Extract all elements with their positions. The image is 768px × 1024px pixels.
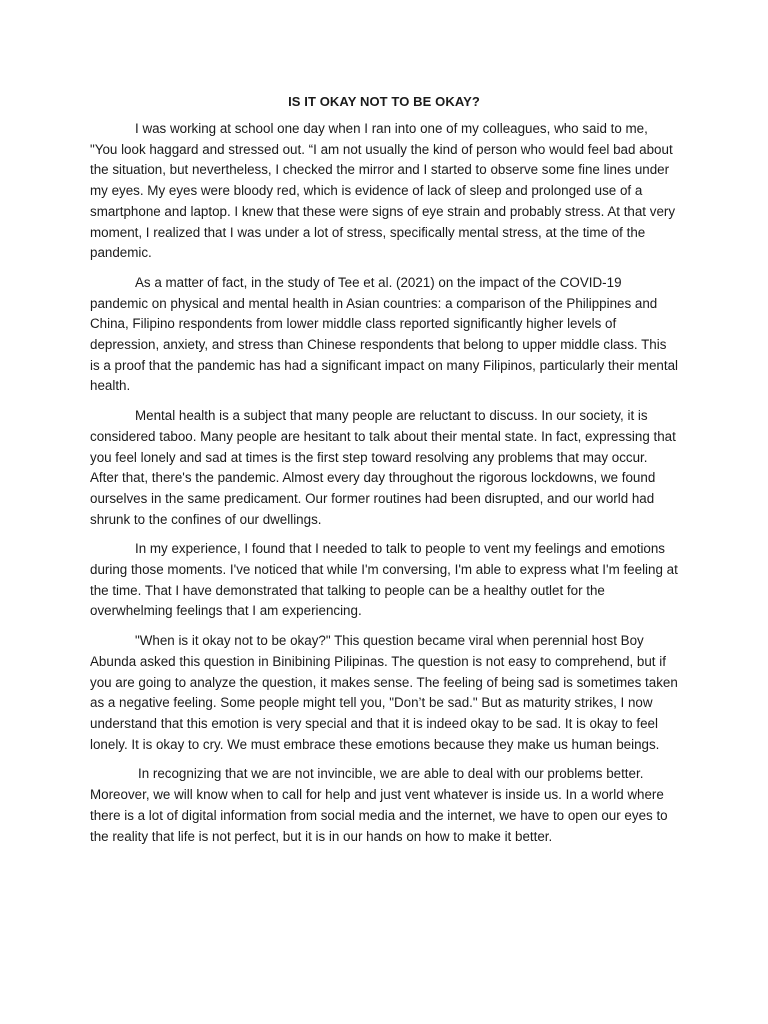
paragraph-5: "When is it okay not to be okay?" This question became viral when perennial host Boy Abunda asked this question in Binibining Pilipinas. The question is not easy to comprehend, but if you are going to analyze the question, it makes sense. The feeling of being sad is sometimes taken as a negative feeling. Some people might tell you, "Don’t be sad." But as maturity strikes, I now understand that this emotion is very special and that it is indeed okay to be sad. It is okay to feel lonely. It is okay to cry. We must embrace these emotions because they make us human beings. <box>90 633 678 752</box>
paragraph-1: I was working at school one day when I ran into one of my colleagues, who said to me, "You look haggard and stressed out. “I am not usually the kind of person who would feel bad about the situation, but nevertheless, I checked the mirror and I started to observe some fine lines under my eyes. My eyes were bloody red, which is evidence of lack of sleep and prolonged use of a smartphone and laptop. I knew that these were signs of eye strain and probably stress. At that very moment, I realized that I was under a lot of stress, specifically mental stress, at the time of the pandemic. <box>90 121 676 261</box>
document-body <box>90 93 678 856</box>
paragraph-3: Mental health is a subject that many people are reluctant to discuss. In our society, it is considered taboo. Many people are hesitant to talk about their mental state. In fact, expressing that you feel lonely and sad at times is the first step toward resolving any problems that may occur. After that, there's the pandemic. Almost every day throughout the rigorous lockdowns, we found ourselves in the same predicament. Our former routines had been disrupted, and our world had shrunk to the confines of our dwellings. <box>90 408 676 527</box>
paragraph-6: In recognizing that we are not invincible, we are able to deal with our problems better. Moreover, we will know when to call for help and just vent whatever is inside us. In a world where there is a lot of digital information from social media and the internet, we have to open our eyes to the reality that life is not perfect, but it is in our hands on how to make it better. <box>90 766 668 844</box>
paragraph-2: As a matter of fact, in the study of Tee et al. (2021) on the impact of the COVID-19 pandemic on physical and mental health in Asian countries: a comparison of the Philippines and China, Filipino respondents from lower middle class reported significantly higher levels of depression, anxiety, and stress than Chinese respondents that belong to upper middle class. This is a proof that the pandemic has had a significant impact on many Filipinos, particularly their mental health. <box>90 274 678 394</box>
paragraph-4: In my experience, I found that I needed to talk to people to vent my feelings and emotions during those moments. I've noticed that while I'm conversing, I'm able to express what I'm feeling at the time. That I have demonstrated that talking to people can be a healthy outlet for the overwhelming feelings that I am experiencing. <box>90 541 678 619</box>
document-title: IS IT OKAY NOT TO BE OKAY? <box>288 94 480 109</box>
